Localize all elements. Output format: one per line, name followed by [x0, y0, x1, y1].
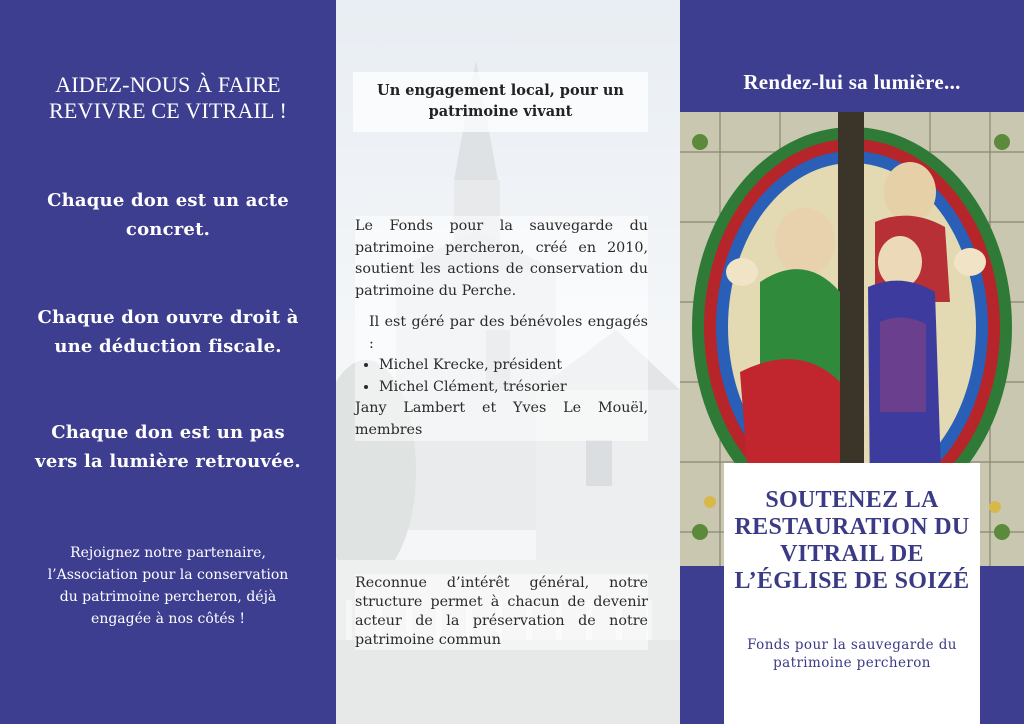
fund-description	[355, 216, 648, 441]
card-title: SOUTENEZ LA RESTAURATION DU VITRAIL DE L’ÉGLISE DE SOIZÉ	[734, 487, 970, 594]
donation-statement-2: Chaque don ouvre droit à une déduction fiscale.	[37, 307, 299, 357]
members-list	[355, 355, 648, 398]
donation-statement-3: Chaque don est un pas vers la lumière retrouvée.	[35, 422, 301, 472]
left-panel	[0, 0, 336, 724]
list-item: • Michel Clément, trésorier	[379, 377, 648, 399]
fund-intro: Le Fonds pour la sauvegarde du patrimoine percheron, créé en 2010, soutient les actions de conservation du patrimoine du Perche.	[355, 218, 648, 299]
middle-heading: Un engagement local, pour un patrimoine vivant	[353, 72, 648, 132]
donation-statement-1: Chaque don est un acte concret.	[47, 190, 289, 240]
other-members: Jany Lambert et Yves Le Mouël, membres	[355, 400, 648, 438]
public-interest-text: Reconnue d’intérêt général, notre structure permet à chacun de devenir acteur de la préservation de notre patrimoine commun	[355, 575, 648, 648]
right-panel	[680, 0, 1024, 724]
call-to-action-card	[724, 463, 980, 724]
partner-invitation: Rejoignez notre partenaire, l’Association pour la conservation du patrimoine percheron, déjà engagée à nos côtés !	[47, 545, 289, 627]
appeal-title: AIDEZ-NOUS À FAIRE REVIVRE CE VITRAIL !	[48, 72, 288, 123]
managed-by-text: Il est géré par des bénévoles engagés :	[369, 314, 648, 352]
card-subtitle: Fonds pour la sauvegarde du patrimoine percheron	[747, 637, 957, 671]
middle-panel	[336, 0, 680, 724]
list-item: • Michel Krecke, président	[379, 355, 648, 377]
right-title: Rendez-lui sa lumière...	[743, 70, 961, 94]
